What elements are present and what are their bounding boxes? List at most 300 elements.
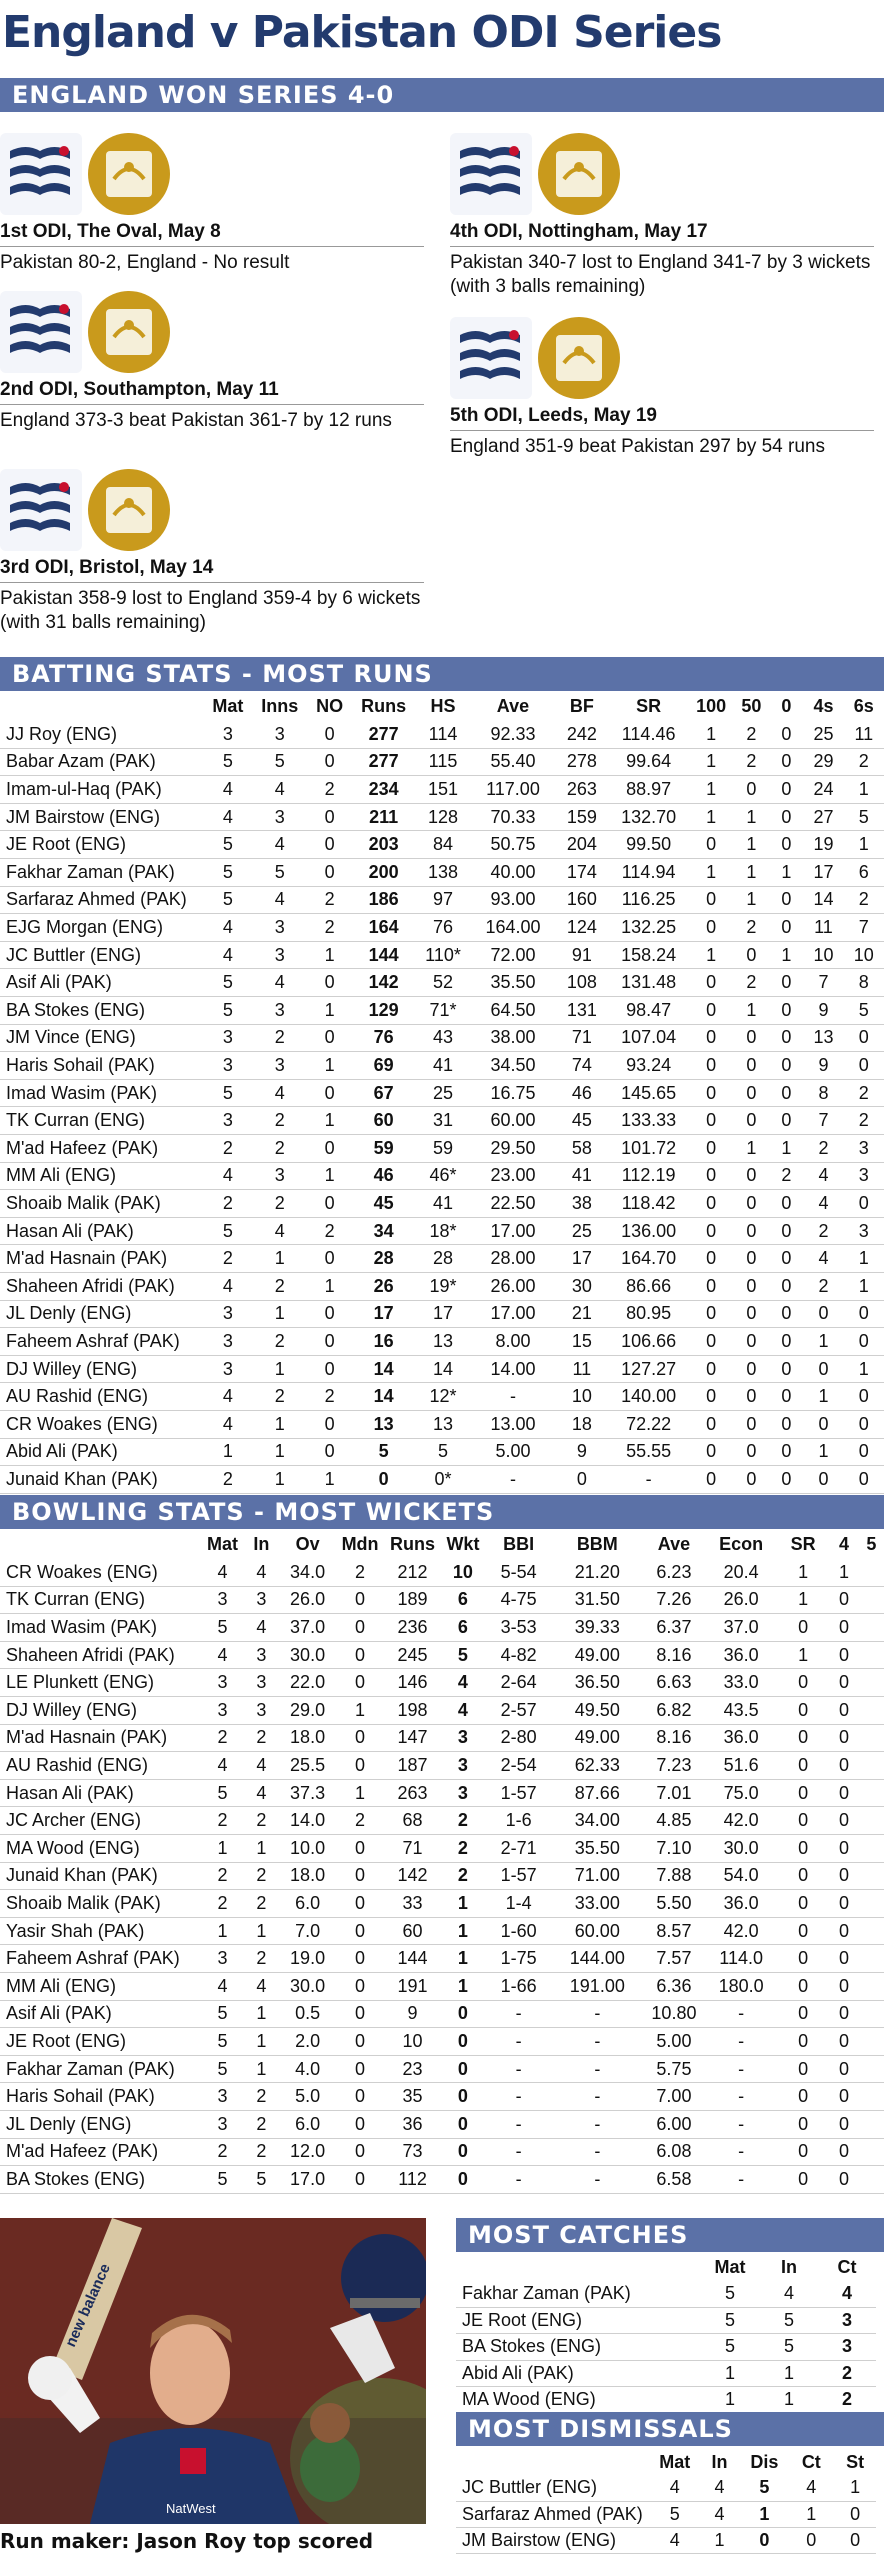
stat-cell: 2 (769, 1162, 803, 1190)
stat-cell: 28.00 (471, 1245, 556, 1273)
stat-cell: 0 (829, 1945, 858, 1973)
stat-cell: 1 (244, 2055, 280, 2083)
stat-cell: 2 (244, 1862, 280, 1890)
stat-cell: 1-57 (485, 1779, 552, 1807)
player-name: Haris Sohail (PAK) (0, 1052, 204, 1080)
stat-cell: 0 (733, 1300, 769, 1328)
player-name: Sarfaraz Ahmed (PAK) (456, 2501, 651, 2527)
stat-cell: 1 (441, 1973, 485, 2001)
stat-cell: 6.58 (642, 2166, 705, 2194)
stat-cell: 1 (844, 776, 884, 804)
stat-cell: 2 (244, 1890, 280, 1918)
stat-cell: 14 (415, 1355, 470, 1383)
stat-cell: 1 (829, 1559, 858, 1587)
dismissals-heading: MOST DISMISSALS (456, 2412, 884, 2446)
stat-cell: 0 (803, 1300, 843, 1328)
stat-cell: 187 (384, 1752, 441, 1780)
stat-cell: 87.66 (552, 1779, 642, 1807)
stat-cell: 138 (415, 859, 470, 887)
stat-cell: 0 (307, 1300, 352, 1328)
stat-cell: 140.00 (608, 1383, 689, 1411)
stat-cell: 0 (689, 997, 734, 1025)
table-row (456, 2387, 876, 2414)
stat-cell: 0 (307, 1190, 352, 1218)
table-row (0, 1697, 884, 1725)
stat-cell: 0 (689, 1355, 734, 1383)
stat-cell: 72.00 (471, 941, 556, 969)
player-name: Junaid Khan (PAK) (0, 1466, 204, 1494)
table-row (0, 2028, 884, 2056)
stat-cell: - (485, 2138, 552, 2166)
stat-cell: 33.00 (552, 1890, 642, 1918)
column-header: Ave (496, 696, 530, 717)
stat-cell: 0 (777, 1835, 829, 1863)
stat-cell: 0 (769, 1107, 803, 1135)
stat-cell: 71.00 (552, 1862, 642, 1890)
stat-cell: 118.42 (608, 1190, 689, 1218)
stat-cell: 1 (733, 997, 769, 1025)
stat-cell: 0 (689, 1245, 734, 1273)
stat-cell: 242 (555, 721, 608, 749)
stat-cell: 131.48 (608, 969, 689, 997)
stat-cell: 278 (555, 748, 608, 776)
stat-cell: 18* (415, 1217, 470, 1245)
stat-cell: 1 (204, 1438, 253, 1466)
stat-cell: 10 (803, 941, 843, 969)
stat-cell: 2 (803, 1135, 843, 1163)
stat-cell: 146 (384, 1669, 441, 1697)
stat-cell (859, 1945, 884, 1973)
player-name: Abid Ali (PAK) (456, 2360, 700, 2387)
table-row (0, 1641, 884, 1669)
stat-cell: 1 (777, 1559, 829, 1587)
player-name: MA Wood (ENG) (456, 2387, 700, 2414)
stat-cell: 117.00 (471, 776, 556, 804)
dismissals-table (456, 2449, 876, 2554)
stat-cell: 2 (244, 2138, 280, 2166)
stat-cell: 5 (352, 1438, 416, 1466)
stat-cell: 0 (733, 941, 769, 969)
column-header: Mat (659, 2451, 691, 2472)
stat-cell: 4 (651, 2475, 699, 2501)
stat-cell: 0 (844, 1190, 884, 1218)
table-row (0, 1614, 884, 1642)
stat-cell: 0 (689, 1272, 734, 1300)
stat-cell: 12* (415, 1383, 470, 1411)
stat-cell: 1 (307, 1272, 352, 1300)
column-header: Ave (657, 1534, 691, 1555)
stat-cell: 17.00 (471, 1300, 556, 1328)
stat-cell: 93.00 (471, 886, 556, 914)
stat-cell: 1 (760, 2360, 818, 2387)
stat-cell: 2-71 (485, 1835, 552, 1863)
stat-cell: 29.50 (471, 1135, 556, 1163)
stat-cell: 0 (336, 1586, 384, 1614)
stat-cell: 1 (803, 1438, 843, 1466)
stat-cell: 2 (441, 1807, 485, 1835)
stat-cell: - (705, 2055, 776, 2083)
table-row (0, 969, 884, 997)
stat-cell: 71* (415, 997, 470, 1025)
stat-cell: 0 (733, 1079, 769, 1107)
stat-cell: 2 (818, 2387, 876, 2414)
match-result: England 373-3 beat Pakistan 361-7 by 12 runs (0, 410, 392, 431)
stat-cell: 0 (777, 1697, 829, 1725)
stat-cell: 33 (384, 1890, 441, 1918)
stat-cell: 2-57 (485, 1697, 552, 1725)
stat-cell: 2 (252, 1383, 307, 1411)
stat-cell: 10 (844, 941, 884, 969)
stat-cell: 9 (803, 1052, 843, 1080)
stat-cell: 4 (651, 2527, 699, 2553)
player-name: Faheem Ashraf (PAK) (0, 1328, 204, 1356)
stat-cell: - (705, 2083, 776, 2111)
match-title: 3rd ODI, Bristol, May 14 (0, 554, 424, 583)
stat-cell: 132.70 (608, 803, 689, 831)
stat-cell: 0 (769, 803, 803, 831)
stat-cell: 7.10 (642, 1835, 705, 1863)
stat-cell: 30.0 (705, 1835, 776, 1863)
stat-cell: 2 (204, 1245, 253, 1273)
stat-cell: 0 (307, 803, 352, 831)
table-row (0, 1862, 884, 1890)
stat-cell: 0 (803, 1466, 843, 1494)
table-row (0, 748, 884, 776)
stat-cell: 0 (844, 1328, 884, 1356)
player-name: Sarfaraz Ahmed (PAK) (0, 886, 204, 914)
stat-cell: 2 (307, 886, 352, 914)
player-name: AU Rashid (ENG) (0, 1752, 202, 1780)
stat-cell: 13 (415, 1328, 470, 1356)
stat-cell: 55.40 (471, 748, 556, 776)
stat-cell: 198 (384, 1697, 441, 1725)
match-title: 2nd ODI, Southampton, May 11 (0, 376, 424, 405)
stat-cell: 191.00 (552, 1973, 642, 2001)
stat-cell: 7.26 (642, 1586, 705, 1614)
stat-cell: 159 (555, 803, 608, 831)
stat-cell: 1 (740, 2501, 788, 2527)
match-result: Pakistan 358-9 lost to England 359-4 by 6 wickets (with 31 balls remaining) (0, 588, 421, 633)
stat-cell: 6.0 (279, 2110, 336, 2138)
column-header: BF (569, 696, 594, 717)
stat-cell: 7.23 (642, 1752, 705, 1780)
stat-cell: 0 (733, 1024, 769, 1052)
stat-cell: 0 (307, 1410, 352, 1438)
stat-cell: 1 (252, 1245, 307, 1273)
stat-cell: 4 (441, 1697, 485, 1725)
stat-cell: 26.0 (279, 1586, 336, 1614)
stat-cell: 1-57 (485, 1862, 552, 1890)
stat-cell: 9 (803, 997, 843, 1025)
match-block (0, 468, 424, 635)
stat-cell: 14 (352, 1383, 416, 1411)
stat-cell: - (471, 1383, 556, 1411)
stat-cell: 2 (252, 1135, 307, 1163)
pakistan-crest-icon (538, 317, 620, 399)
stat-cell: 0 (441, 2083, 485, 2111)
stat-cell: 2-64 (485, 1669, 552, 1697)
stat-cell: 2 (244, 1945, 280, 1973)
stat-cell: 54.0 (705, 1862, 776, 1890)
stat-cell (859, 1835, 884, 1863)
stat-cell: 1 (733, 1135, 769, 1163)
stat-cell: 0 (769, 1079, 803, 1107)
stat-cell: 0 (441, 2000, 485, 2028)
table-row (0, 1807, 884, 1835)
stat-cell: 0 (803, 1355, 843, 1383)
stat-cell: 72.22 (608, 1410, 689, 1438)
stat-cell: 0 (769, 1245, 803, 1273)
stat-cell: 26.00 (471, 1272, 556, 1300)
batting-heading: BATTING STATS - MOST RUNS (0, 657, 884, 691)
stat-cell (859, 1917, 884, 1945)
stat-cell: 0 (777, 1614, 829, 1642)
table-row (0, 1217, 884, 1245)
stat-cell: 0 (777, 2055, 829, 2083)
column-header: In (711, 2451, 728, 2472)
column-header: Wkt (446, 1534, 480, 1555)
stat-cell: 1 (844, 1355, 884, 1383)
stat-cell: 45 (555, 1107, 608, 1135)
stat-cell: 42.0 (705, 1807, 776, 1835)
jason-roy-photo (0, 2218, 426, 2524)
player-name: Shaheen Afridi (PAK) (0, 1272, 204, 1300)
stat-cell: 5 (202, 2055, 244, 2083)
stat-cell: 0 (733, 1272, 769, 1300)
stat-cell: 4 (204, 941, 253, 969)
stat-cell: 3 (252, 914, 307, 942)
stat-cell: 0 (307, 748, 352, 776)
player-name: BA Stokes (ENG) (456, 2334, 700, 2361)
stat-cell: 2 (244, 1807, 280, 1835)
pakistan-crest-icon (88, 469, 170, 551)
stat-cell: 3 (204, 1328, 253, 1356)
table-row (0, 1945, 884, 1973)
column-header: Mat (212, 696, 244, 717)
stat-cell: 0 (829, 1835, 858, 1863)
stat-cell: 34.00 (552, 1807, 642, 1835)
table-row (0, 859, 884, 887)
stat-cell: 0 (336, 1917, 384, 1945)
stat-cell: 0 (829, 2138, 858, 2166)
team-logos (450, 132, 874, 216)
table-row (0, 1052, 884, 1080)
stat-cell: 46 (555, 1079, 608, 1107)
stat-cell: 1 (803, 1328, 843, 1356)
stat-cell: 40.00 (471, 859, 556, 887)
table-row (0, 914, 884, 942)
stat-cell: 28 (415, 1245, 470, 1273)
stat-cell: 1 (700, 2360, 760, 2387)
column-header: Ov (295, 1534, 320, 1555)
stat-cell: 10 (555, 1383, 608, 1411)
column-header: Mdn (341, 1534, 379, 1555)
stat-cell: 13 (415, 1410, 470, 1438)
shirt-sponsor: NatWest (166, 2501, 216, 2516)
stat-cell: 6 (441, 1614, 485, 1642)
stat-cell: 0 (689, 1383, 734, 1411)
stat-cell: 0 (733, 1217, 769, 1245)
stat-cell: 35.50 (552, 1835, 642, 1863)
stat-cell: 34 (352, 1217, 416, 1245)
player-name: TK Curran (ENG) (0, 1107, 204, 1135)
stat-cell: 0 (689, 1024, 734, 1052)
stat-cell: 0 (733, 1052, 769, 1080)
stat-cell: 2 (844, 886, 884, 914)
stat-cell: 41 (415, 1190, 470, 1218)
table-row (456, 2501, 876, 2527)
stat-cell: 1 (733, 859, 769, 887)
stat-cell: 3 (252, 1052, 307, 1080)
stat-cell: 0 (829, 1917, 858, 1945)
player-name: Junaid Khan (PAK) (0, 1862, 202, 1890)
stat-cell: 0 (829, 2000, 858, 2028)
stat-cell: 0 (689, 886, 734, 914)
stat-cell: 5.0 (279, 2083, 336, 2111)
stat-cell: 4 (202, 1752, 244, 1780)
stat-cell: 200 (352, 859, 416, 887)
stat-cell: 50.75 (471, 831, 556, 859)
stat-cell: 17 (352, 1300, 416, 1328)
stat-cell: 0 (307, 831, 352, 859)
stat-cell: 4 (244, 1614, 280, 1642)
player-name: M'ad Hafeez (PAK) (0, 1135, 204, 1163)
stat-cell: 2 (204, 1135, 253, 1163)
stat-cell: 0* (415, 1466, 470, 1494)
stat-cell: 9 (384, 2000, 441, 2028)
stat-cell: 22.50 (471, 1190, 556, 1218)
stat-cell: 2-54 (485, 1752, 552, 1780)
stat-cell: 1 (689, 748, 734, 776)
stat-cell (859, 1614, 884, 1642)
stat-cell: 0 (829, 1724, 858, 1752)
stat-cell: 6 (441, 1586, 485, 1614)
stat-cell: 21.20 (552, 1559, 642, 1587)
stat-cell: 4 (252, 886, 307, 914)
player-name: JE Root (ENG) (0, 2028, 202, 2056)
match-result: England 351-9 beat Pakistan 297 by 54 runs (450, 436, 825, 457)
stat-cell: 7 (803, 1107, 843, 1135)
stat-cell: 0 (689, 1438, 734, 1466)
stat-cell: 212 (384, 1559, 441, 1587)
stat-cell: - (705, 2000, 776, 2028)
player-name: MM Ali (ENG) (0, 1973, 202, 2001)
stat-cell (859, 2055, 884, 2083)
stat-cell (859, 2166, 884, 2194)
stat-cell: 4 (252, 969, 307, 997)
stat-cell: 19 (803, 831, 843, 859)
stat-cell: 30.0 (279, 1973, 336, 2001)
stat-cell: 5 (204, 831, 253, 859)
table-row (456, 2360, 876, 2387)
stat-cell: 46 (352, 1162, 416, 1190)
stat-cell: 0 (352, 1466, 416, 1494)
stat-cell: 1 (336, 1697, 384, 1725)
stat-cell: 0 (689, 914, 734, 942)
stat-cell: 3 (441, 1724, 485, 1752)
stat-cell: 4 (252, 1079, 307, 1107)
stat-cell: 236 (384, 1614, 441, 1642)
stat-cell: 2 (244, 2083, 280, 2111)
stat-cell: 0 (441, 2055, 485, 2083)
stat-cell: 5 (700, 2281, 760, 2308)
stat-cell: 34.0 (279, 1559, 336, 1587)
stat-cell: 1-75 (485, 1945, 552, 1973)
stat-cell: 1 (252, 1300, 307, 1328)
batting-table (0, 693, 884, 1494)
table-row (0, 1355, 884, 1383)
match-block (450, 132, 874, 299)
column-header: Mat (714, 2256, 746, 2277)
stat-cell: 4 (204, 1272, 253, 1300)
stat-cell (859, 1669, 884, 1697)
stat-cell: 0 (689, 1410, 734, 1438)
stat-cell: 0 (769, 1052, 803, 1080)
stat-cell: 71 (384, 1835, 441, 1863)
player-name: DJ Willey (ENG) (0, 1697, 202, 1725)
stat-cell: 0 (777, 2166, 829, 2194)
stat-cell: 4 (252, 831, 307, 859)
stat-cell: 4 (244, 1559, 280, 1587)
stat-cell: 62.33 (552, 1752, 642, 1780)
stat-cell: 25 (803, 721, 843, 749)
player-name: JJ Roy (ENG) (0, 721, 204, 749)
stat-cell: 5.75 (642, 2055, 705, 2083)
stat-cell: 4 (699, 2475, 741, 2501)
match-block (0, 290, 424, 433)
stat-cell: 0 (829, 1752, 858, 1780)
player-name: Abid Ali (PAK) (0, 1438, 204, 1466)
stat-cell: 0 (733, 776, 769, 804)
stat-cell: 5 (204, 997, 253, 1025)
stat-cell: 4 (204, 914, 253, 942)
stat-cell: 0 (777, 1890, 829, 1918)
stat-cell: 13 (803, 1024, 843, 1052)
stat-cell: 2 (244, 2110, 280, 2138)
stat-cell: 16.75 (471, 1079, 556, 1107)
stat-cell: 3 (204, 1024, 253, 1052)
stat-cell: 0 (336, 1862, 384, 1890)
stat-cell: 189 (384, 1586, 441, 1614)
table-row (0, 1383, 884, 1411)
stat-cell: 0 (733, 1438, 769, 1466)
stat-cell: 41 (555, 1162, 608, 1190)
stat-cell: - (485, 2000, 552, 2028)
stat-cell: 133.33 (608, 1107, 689, 1135)
stat-cell: - (485, 2166, 552, 2194)
stat-cell: 14.0 (279, 1807, 336, 1835)
stat-cell: 8.16 (642, 1724, 705, 1752)
table-row (0, 1466, 884, 1494)
stat-cell: 86.66 (608, 1272, 689, 1300)
player-name: Shoaib Malik (PAK) (0, 1190, 204, 1218)
stat-cell: 46* (415, 1162, 470, 1190)
stat-cell: 186 (352, 886, 416, 914)
stat-cell: 38.00 (471, 1024, 556, 1052)
team-logos (0, 290, 424, 374)
stat-cell: 114.46 (608, 721, 689, 749)
stat-cell: 18.0 (279, 1862, 336, 1890)
stat-cell: 4 (818, 2281, 876, 2308)
player-name: AU Rashid (ENG) (0, 1383, 204, 1411)
column-header: HS (430, 696, 456, 717)
player-name: BA Stokes (ENG) (0, 2166, 202, 2194)
stat-cell: 25 (555, 1217, 608, 1245)
stat-cell: 20.4 (705, 1559, 776, 1587)
stat-cell: - (705, 2028, 776, 2056)
stat-cell: 26.0 (705, 1586, 776, 1614)
stat-cell: 0 (336, 2028, 384, 2056)
